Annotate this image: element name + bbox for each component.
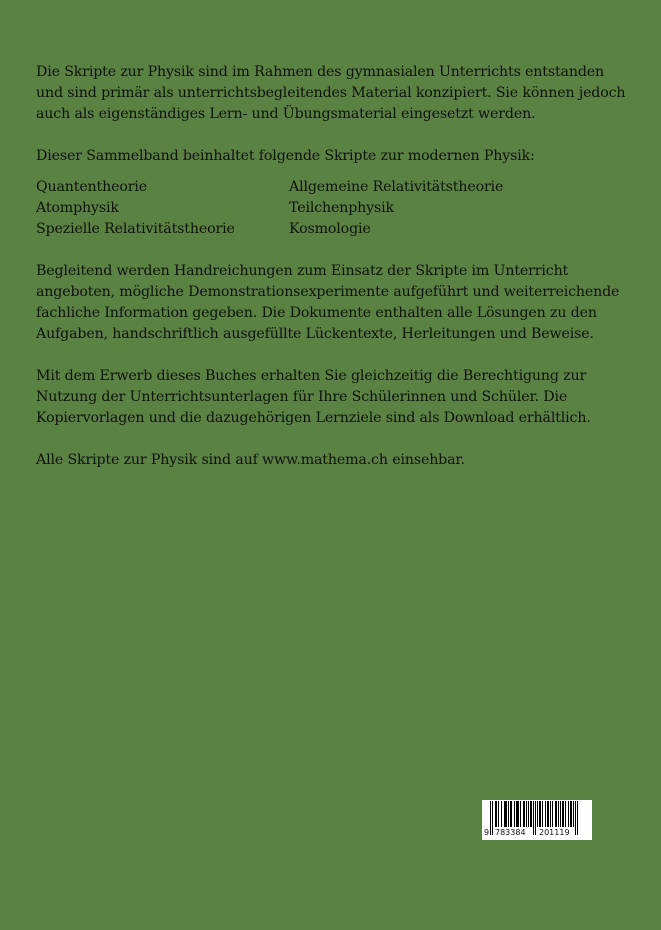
accompanying-line: Aufgaben, handschriftlich ausgefüllte Lückentexte, Herleitungen und Beweise. bbox=[36, 326, 594, 342]
barcode-right-digits: 201119 bbox=[539, 828, 570, 837]
license-line: Kopiervorlagen und die dazugehörigen Lernziele sind als Download erhältlich. bbox=[36, 410, 591, 426]
script-list bbox=[36, 177, 636, 240]
list-item: Spezielle Relativitätstheorie bbox=[36, 221, 235, 237]
license-line: Nutzung der Unterrichtsunterlagen für Ihre Schülerinnen und Schüler. Die bbox=[36, 389, 568, 405]
list-item: Allgemeine Relativitätstheorie bbox=[289, 179, 504, 195]
accompanying-paragraph bbox=[36, 261, 636, 345]
list-item: Kosmologie bbox=[289, 221, 371, 237]
list-item: Teilchenphysik bbox=[289, 200, 394, 216]
isbn-barcode bbox=[482, 800, 592, 840]
intro-line: Die Skripte zur Physik sind im Rahmen des gymnasialen Unterrichts entstanden bbox=[36, 64, 604, 80]
intro-line: und sind primär als unterrichtsbegleitendes Material konzipiert. Sie können jedoch bbox=[36, 85, 626, 101]
back-cover-text bbox=[36, 62, 636, 471]
collection-heading: Dieser Sammelband beinhaltet folgende Skripte zur modernen Physik: bbox=[36, 148, 535, 164]
list-item: Atomphysik bbox=[36, 200, 119, 216]
accompanying-line: fachliche Information gegeben. Die Dokumente enthalten alle Lösungen zu den bbox=[36, 305, 597, 321]
script-list-left bbox=[36, 177, 289, 240]
license-paragraph bbox=[36, 366, 636, 429]
intro-line: auch als eigenständiges Lern- und Übungsmaterial eingesetzt werden. bbox=[36, 106, 536, 122]
list-item: Quantentheorie bbox=[36, 179, 147, 195]
accompanying-line: angeboten, mögliche Demonstrationsexperimente aufgeführt und weiterreichende bbox=[36, 284, 620, 300]
barcode-left-digits: 783384 bbox=[495, 828, 526, 837]
script-list-right bbox=[289, 177, 589, 240]
accompanying-line: Begleitend werden Handreichungen zum Einsatz der Skripte im Unterricht bbox=[36, 263, 569, 279]
barcode-prefix: 9 bbox=[484, 828, 490, 837]
website-note: Alle Skripte zur Physik sind auf www.mathema.ch einsehbar. bbox=[36, 452, 465, 468]
intro-paragraph bbox=[36, 62, 636, 125]
license-line: Mit dem Erwerb dieses Buches erhalten Sie gleichzeitig die Berechtigung zur bbox=[36, 368, 587, 384]
